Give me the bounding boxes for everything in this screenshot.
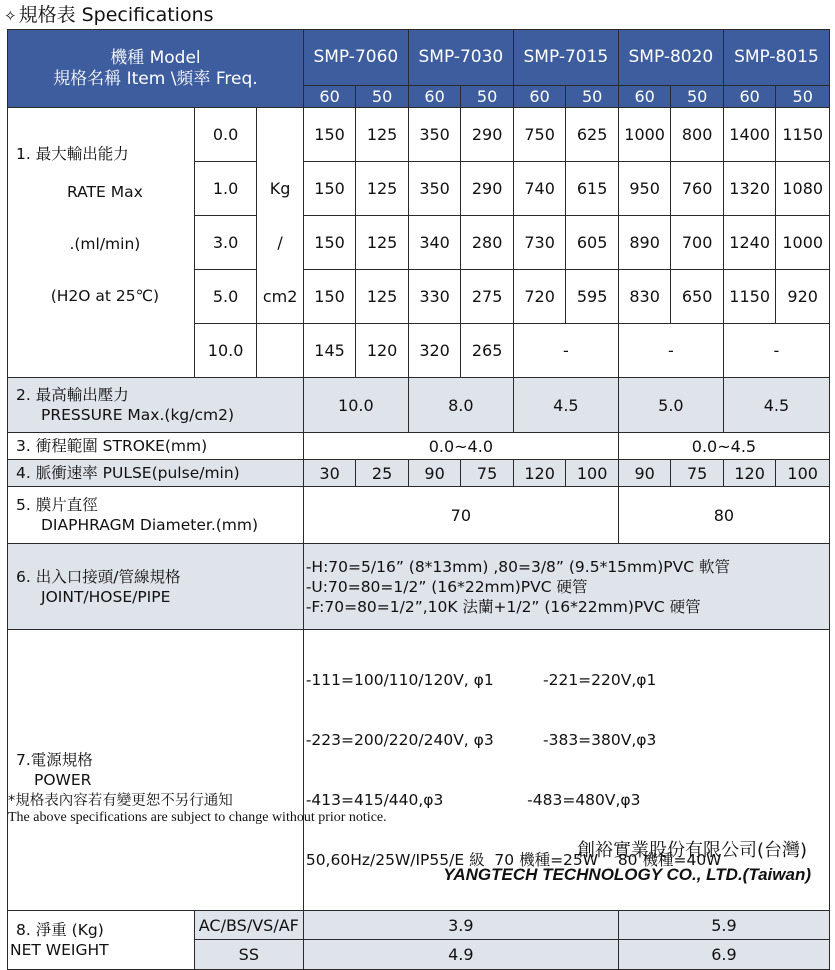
rate-cell: 125 — [356, 162, 409, 216]
rate-cell: 125 — [356, 270, 409, 324]
rate-cell: 1080 — [776, 162, 830, 216]
rate-cell: 150 — [303, 216, 356, 270]
diaphragm-label-cn: 5. 膜片直徑 — [16, 496, 98, 514]
pulse-value: 120 — [723, 460, 776, 487]
weight-value: 6.9 — [618, 940, 829, 970]
joint-spec-cell — [303, 544, 829, 630]
rate-label-unit: .(ml/min) — [69, 235, 141, 253]
rate-unit-cm2: cm2 — [262, 287, 298, 306]
rate-unit-kg: Kg — [269, 179, 291, 198]
section-title — [4, 3, 214, 28]
rate-cell: 920 — [776, 270, 830, 324]
model-header: SMP-7060 — [303, 30, 408, 86]
rate-cell: 890 — [618, 216, 671, 270]
rate-cell: 150 — [303, 270, 356, 324]
rate-cell: 150 — [303, 108, 356, 162]
rate-cell-na: - — [723, 324, 829, 378]
header-item-freq-label: 規格名稱 Item \頻率 Freq. — [53, 68, 258, 89]
joint-label-cell — [8, 544, 304, 630]
freq-header: 50 — [461, 86, 514, 108]
weight-value: 4.9 — [303, 940, 618, 970]
company-name-cn: 創裕實業股份有限公司(台灣) — [576, 840, 807, 861]
rate-cell: 750 — [513, 108, 566, 162]
rate-cell: 1400 — [723, 108, 776, 162]
rate-cell: 760 — [671, 162, 724, 216]
rate-unit-slash: / — [277, 233, 283, 252]
power-label-cell — [8, 630, 304, 911]
rate-cell: 350 — [408, 162, 461, 216]
rate-cell: 290 — [461, 108, 514, 162]
rate-cell: 950 — [618, 162, 671, 216]
weight-label-cn: 8. 淨重 (Kg) — [16, 921, 104, 939]
stroke-label: 3. 衝程範圍 STROKE(mm) — [8, 433, 304, 460]
power-spec-line: -223=200/220/240V, φ3 -383=380V,φ3 — [305, 731, 657, 749]
pulse-label: 4. 脈衝速率 PULSE(pulse/min) — [8, 460, 304, 487]
pressure-value: 10.0 — [303, 378, 408, 433]
freq-header: 50 — [566, 86, 619, 108]
rate-cell: 830 — [618, 270, 671, 324]
stroke-value: 0.0~4.5 — [618, 433, 829, 460]
stroke-value: 0.0~4.0 — [303, 433, 618, 460]
rate-cell: 1000 — [776, 216, 830, 270]
power-spec-line: -111=100/110/120V, φ1 -221=220V,φ1 — [305, 671, 657, 689]
rate-cell: 740 — [513, 162, 566, 216]
pressure-label-cell — [8, 378, 304, 433]
weight-label-cell — [8, 911, 195, 970]
rate-cell: 650 — [671, 270, 724, 324]
rate-label-condition: (H2O at 25℃) — [50, 287, 160, 305]
rate-cell: 350 — [408, 108, 461, 162]
joint-label-cn: 6. 出入口接頭/管線規格 — [16, 567, 181, 586]
rate-cell: 265 — [461, 324, 514, 378]
diaphragm-label-en: DIAPHRAGM Diameter.(mm) — [41, 516, 259, 534]
note-cn: *規格表內容若有變更恕不另行通知 — [8, 793, 233, 809]
power-label-en: POWER — [34, 771, 92, 789]
rate-cell: 1320 — [723, 162, 776, 216]
pulse-value: 100 — [566, 460, 619, 487]
rate-cell: 1240 — [723, 216, 776, 270]
pressure-value: 8.0 — [408, 378, 513, 433]
model-header: SMP-8015 — [723, 30, 829, 86]
freq-header: 60 — [618, 86, 671, 108]
rate-cell: 145 — [303, 324, 356, 378]
rate-cell-na: - — [618, 324, 723, 378]
rate-cell-na: - — [513, 324, 618, 378]
freq-header: 60 — [513, 86, 566, 108]
diaphragm-label-cell — [8, 487, 304, 544]
pressure-label-cn: 2. 最高輸出壓力 — [16, 386, 129, 404]
pulse-value: 100 — [776, 460, 830, 487]
weight-label-en: NET WEIGHT — [10, 941, 109, 959]
pulse-value: 120 — [513, 460, 566, 487]
power-spec-line: -413=415/440,φ3 -483=480V,φ3 — [305, 791, 641, 809]
diamond-outline-icon: ✧ — [4, 7, 17, 25]
rate-cell: 330 — [408, 270, 461, 324]
rate-cell: 150 — [303, 162, 356, 216]
rate-label-cn: 1. 最大輸出能力 — [16, 145, 129, 163]
rate-unit-empty — [257, 324, 303, 378]
pressure-level: 1.0 — [194, 162, 257, 216]
rate-cell: 1150 — [776, 108, 830, 162]
rate-cell: 125 — [356, 108, 409, 162]
diaphragm-value: 70 — [303, 487, 618, 544]
pressure-level: 5.0 — [194, 270, 257, 324]
joint-spec-line: -U:70=80=1/2” (16*22mm)PVC 硬管 — [305, 577, 588, 596]
power-spec-line: 50,60Hz/25W/IP55/E 級 70 機種=25W 80 機種=40W — [305, 851, 722, 869]
freq-header: 60 — [303, 86, 356, 108]
pressure-value: 4.5 — [513, 378, 618, 433]
rate-cell: 1150 — [723, 270, 776, 324]
rate-cell: 615 — [566, 162, 619, 216]
pulse-value: 90 — [618, 460, 671, 487]
rate-label-cell — [8, 108, 195, 378]
weight-value: 5.9 — [618, 911, 829, 940]
rate-cell: 1000 — [618, 108, 671, 162]
rate-cell: 595 — [566, 270, 619, 324]
rate-cell: 625 — [566, 108, 619, 162]
pulse-value: 30 — [303, 460, 356, 487]
section-title-text: 規格表 Specifications — [18, 4, 214, 26]
rate-cell: 280 — [461, 216, 514, 270]
note-en: The above specifications are subject to change without prior notice. — [8, 810, 387, 825]
pressure-level: 10.0 — [194, 324, 257, 378]
rate-cell: 800 — [671, 108, 724, 162]
pulse-value: 75 — [461, 460, 514, 487]
model-header: SMP-8020 — [618, 30, 723, 86]
pressure-level: 3.0 — [194, 216, 257, 270]
freq-header: 50 — [356, 86, 409, 108]
freq-header: 50 — [671, 86, 724, 108]
freq-header: 50 — [776, 86, 830, 108]
rate-unit-cell — [257, 108, 303, 324]
rate-cell: 320 — [408, 324, 461, 378]
rate-cell: 730 — [513, 216, 566, 270]
joint-label-en: JOINT/HOSE/PIPE — [41, 587, 171, 606]
weight-material: AC/BS/VS/AF — [194, 911, 303, 940]
rate-cell: 700 — [671, 216, 724, 270]
company-name-en: YANGTECH TECHNOLOGY CO., LTD.(Taiwan) — [443, 865, 811, 884]
rate-cell: 275 — [461, 270, 514, 324]
power-label-cn: 7.電源規格 — [16, 751, 93, 769]
joint-spec-line: -F:70=80=1/2”,10K 法蘭+1/2” (16*22mm)PVC 硬管 — [305, 597, 701, 616]
pressure-value: 5.0 — [618, 378, 723, 433]
pressure-level: 0.0 — [194, 108, 257, 162]
diaphragm-value: 80 — [618, 487, 829, 544]
freq-header: 60 — [408, 86, 461, 108]
pulse-value: 75 — [671, 460, 724, 487]
model-header: SMP-7015 — [513, 30, 618, 86]
rate-cell: 340 — [408, 216, 461, 270]
weight-material: SS — [194, 940, 303, 970]
joint-spec-line: -H:70=5/16” (8*13mm) ,80=3/8” (9.5*15mm)PVC 軟管 — [305, 557, 730, 576]
pressure-value: 4.5 — [723, 378, 829, 433]
pulse-value: 25 — [356, 460, 409, 487]
model-header: SMP-7030 — [408, 30, 513, 86]
rate-cell: 290 — [461, 162, 514, 216]
rate-cell: 125 — [356, 216, 409, 270]
rate-label-en: RATE Max — [67, 183, 143, 201]
pulse-value: 90 — [408, 460, 461, 487]
rate-cell: 720 — [513, 270, 566, 324]
specifications-table — [7, 29, 830, 970]
pressure-label-en: PRESSURE Max.(kg/cm2) — [41, 406, 235, 424]
header-model-label: 機種 Model — [110, 47, 201, 68]
weight-value: 3.9 — [303, 911, 618, 940]
header-label-cell — [8, 30, 304, 108]
rate-cell: 605 — [566, 216, 619, 270]
rate-cell: 120 — [356, 324, 409, 378]
freq-header: 60 — [723, 86, 776, 108]
